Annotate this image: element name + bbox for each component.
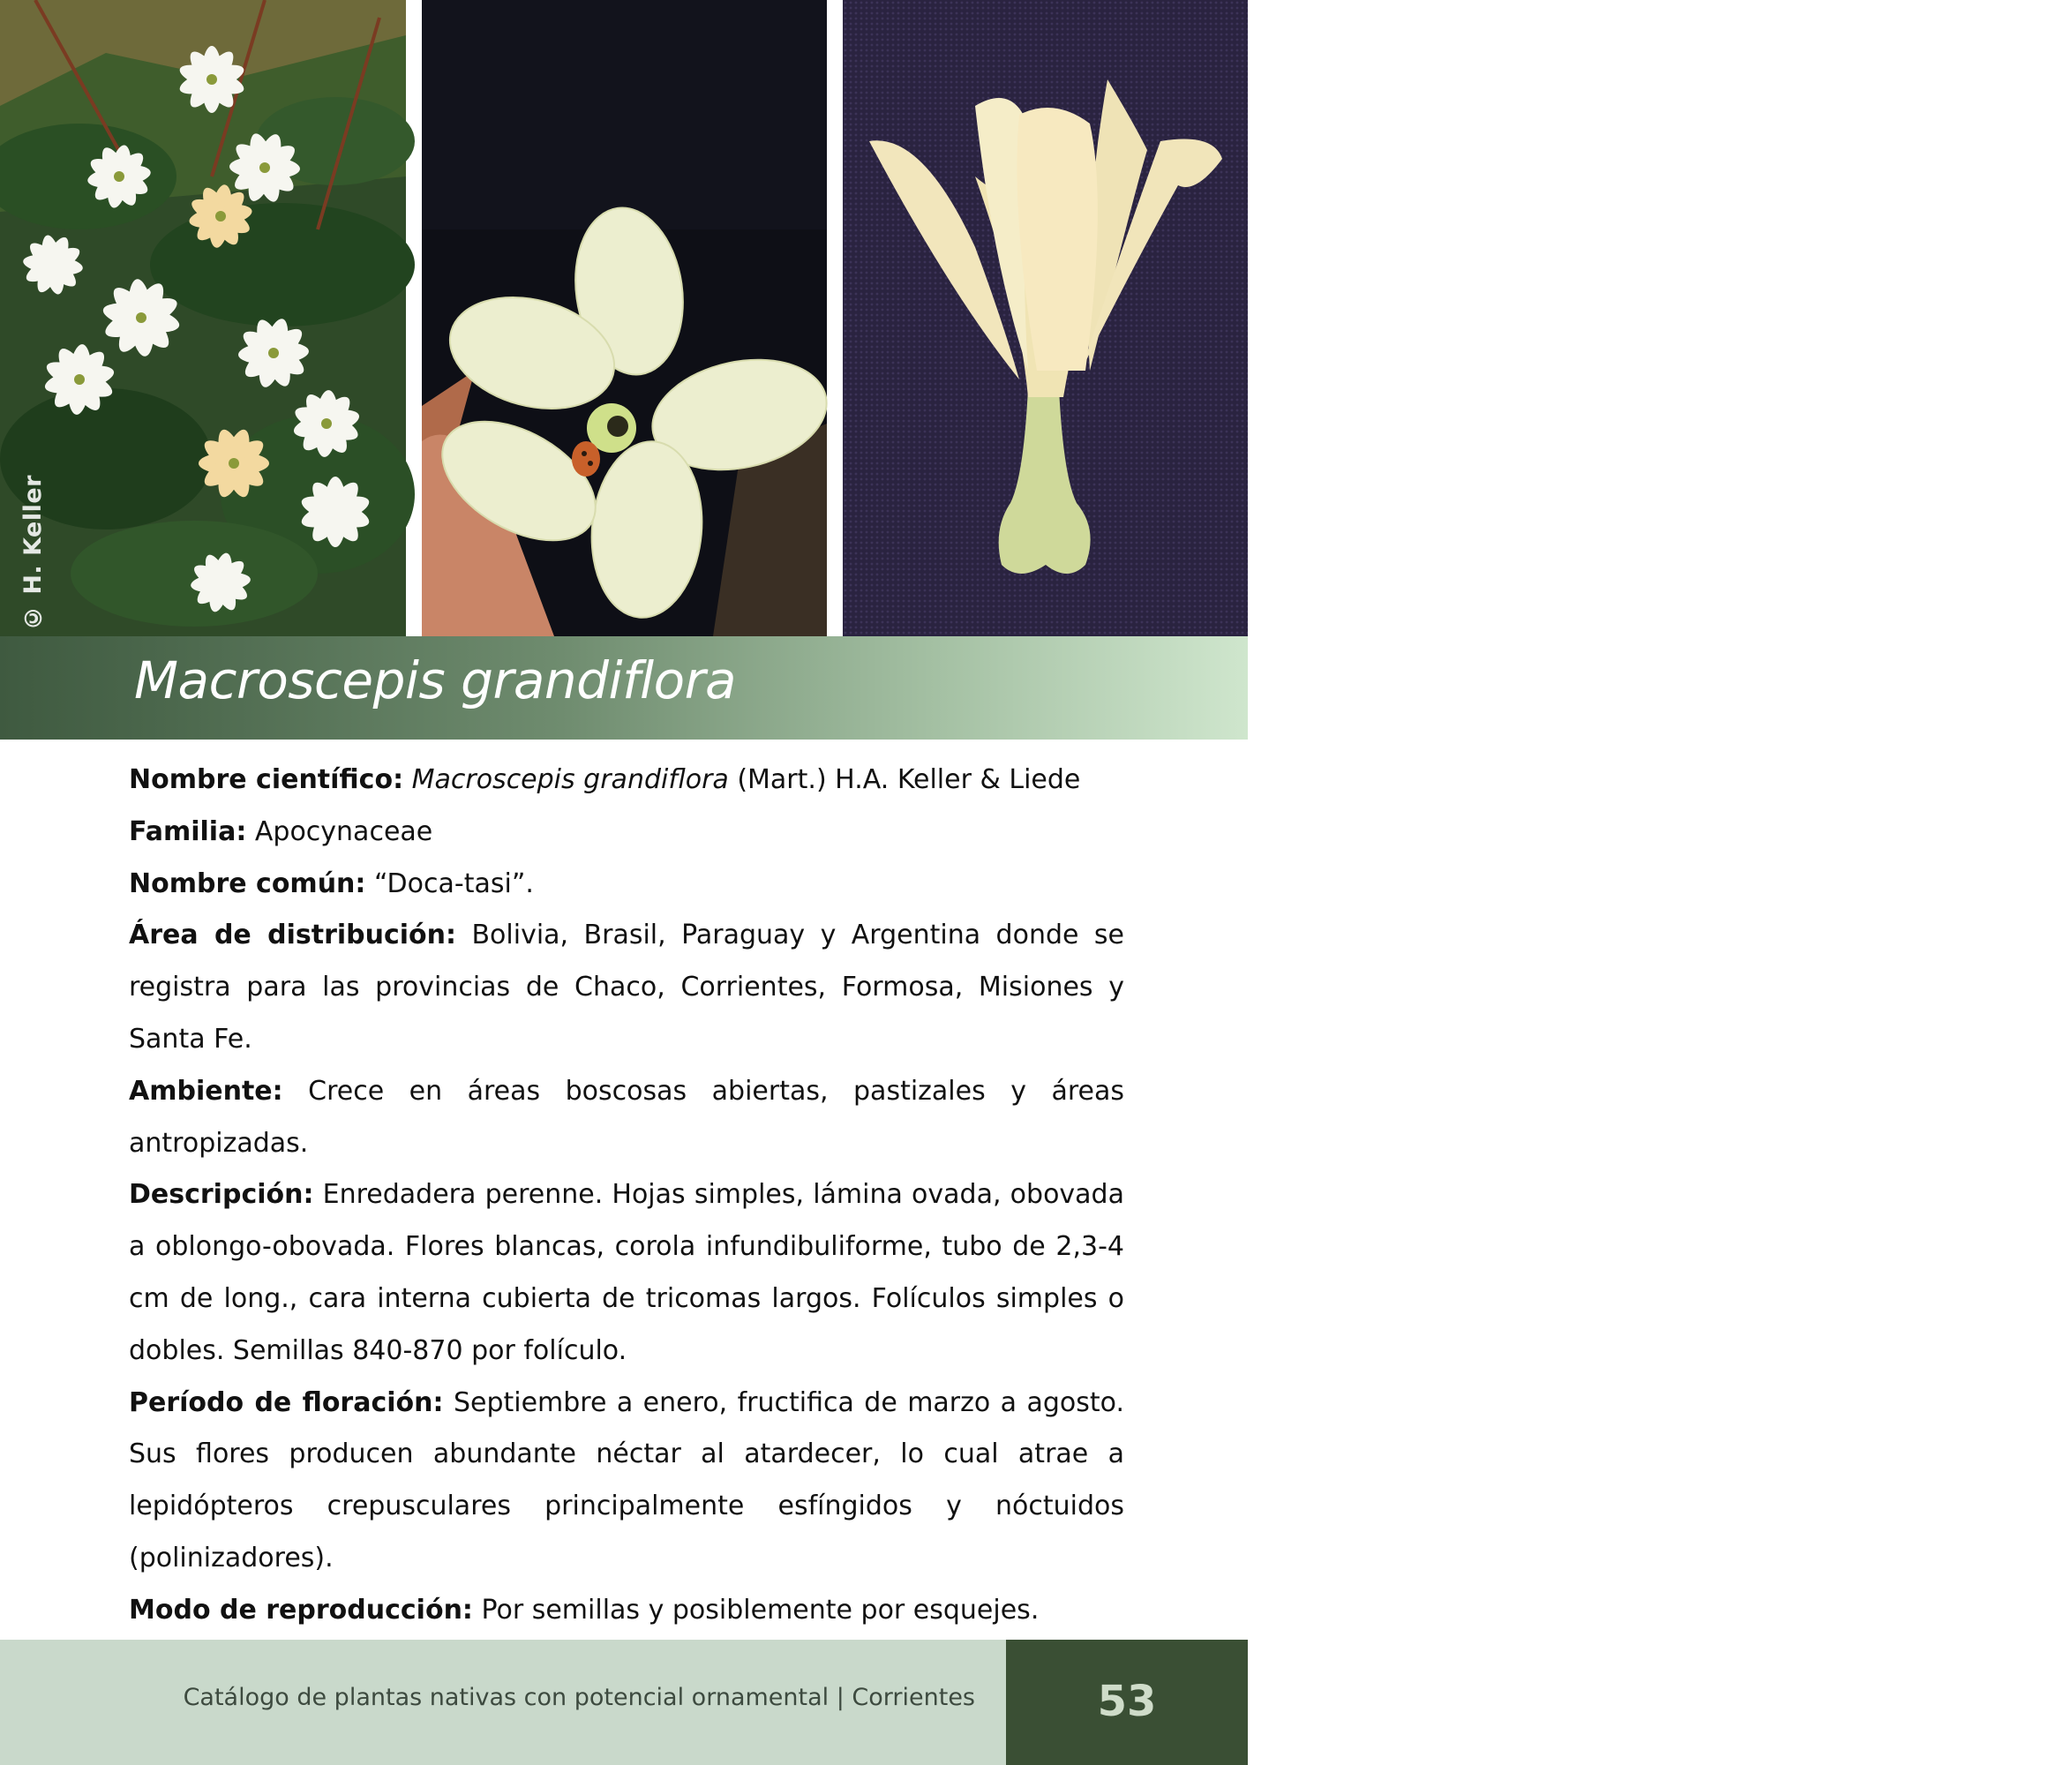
field-label: Área de distribución: (129, 920, 457, 951)
species-description (129, 755, 1124, 1637)
field-descripcion (129, 1169, 1124, 1377)
field-value: “Doca-tasi”. (365, 867, 534, 899)
field-label: Descripción: (129, 1179, 314, 1211)
footer-catalog-text: Catálogo de plantas nativas con potencial ornamental | Corrientes (183, 1684, 975, 1711)
field-value: Apocynaceae (246, 815, 433, 847)
field-value: (Mart.) H.A. Keller & Liede (728, 764, 1081, 795)
field-label: Período de floración: (129, 1386, 444, 1418)
field-nombre-cientifico (129, 755, 1124, 807)
field-label: Nombre común: (129, 867, 366, 899)
field-nombre-comun (129, 859, 1124, 911)
page-number: 53 (1097, 1677, 1157, 1726)
field-label: Modo de reproducción: (129, 1594, 473, 1626)
field-label: Ambiente: (129, 1075, 283, 1107)
field-modo-reproduccion (129, 1585, 1124, 1637)
field-label: Nombre científico: (129, 764, 404, 795)
photo-strip (0, 0, 2072, 636)
field-value: Enredadera perenne. Hojas simples, lámina ovada, obovada a oblongo-obovada. Flores blancas, corola infundibuliforme, tubo de 2,3-4 cm de long., cara interna cubierta de tricomas largos. Folículos simples o dobles. Semillas 840-870 por folículo. (129, 1179, 1124, 1366)
species-title-band (0, 636, 1248, 740)
footer-catalog-bar (0, 1640, 1006, 1765)
photo-flowering-vine (0, 0, 406, 636)
field-area-distribucion (129, 910, 1124, 1065)
field-ambiente (129, 1066, 1124, 1170)
photo-flower-closeup (422, 0, 827, 636)
field-value: Por semillas y posiblemente por esquejes. (472, 1594, 1040, 1626)
photo-credit: © H. Keller (19, 475, 47, 632)
photo-credit: © H. Keller (2045, 475, 2072, 632)
footer-page-box (1006, 1640, 1248, 1765)
field-label: Familia: (129, 815, 247, 847)
field-familia (129, 807, 1124, 859)
field-value: Bolivia, Brasil, Paraguay y Argentina donde se registra para las provincias de Chaco, Corrientes, Formosa, Misiones y Santa Fe. (129, 920, 1124, 1055)
field-value: Septiembre a enero, fructifica de marzo a agosto. Sus flores producen abundante néctar al atardecer, lo cual atrae a lepidópteros crepusculares principalmente esfíngidos y nóctuidos (polinizadores). (129, 1386, 1125, 1573)
field-periodo-floracion (129, 1378, 1124, 1585)
scientific-name: Macroscepis grandiflora (411, 764, 729, 795)
field-value: Crece en áreas boscosas abiertas, pastizales y áreas antropizadas. (129, 1075, 1124, 1159)
photo-flower-dissection (843, 0, 2072, 636)
species-title: Macroscepis grandiflora (134, 650, 736, 710)
